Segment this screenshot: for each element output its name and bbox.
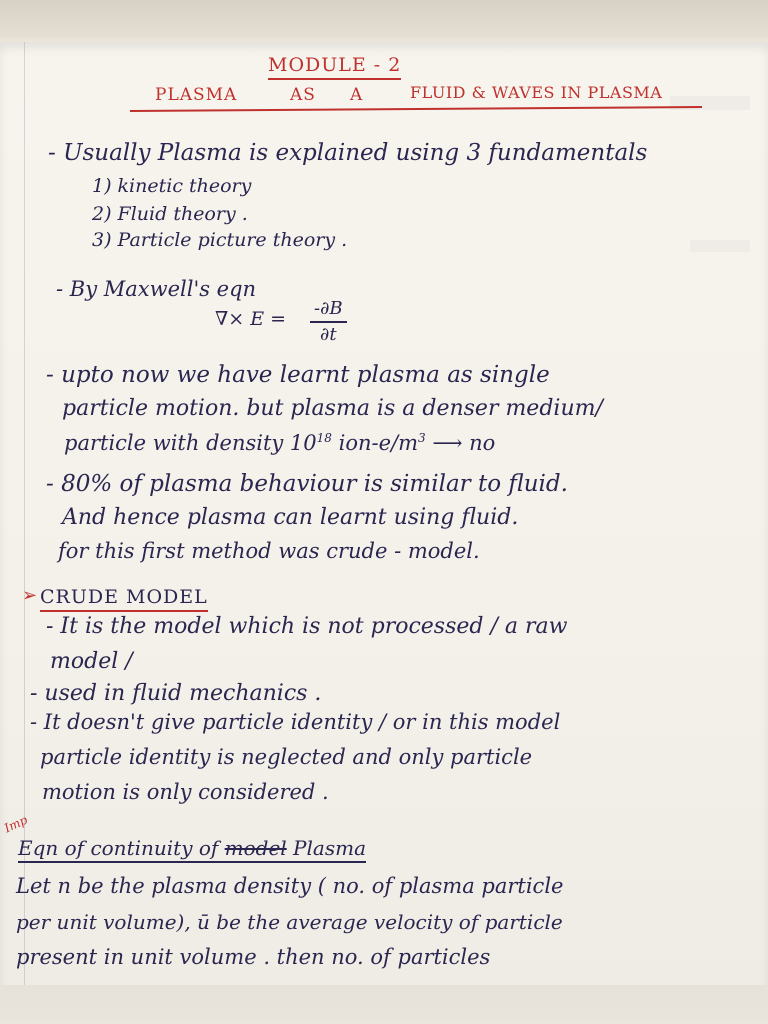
crude-b2: - used in fluid mechanics .: [30, 681, 322, 706]
title-word-a: A: [350, 85, 363, 105]
para2-line1: - 80% of plasma behaviour is similar to fluid.: [46, 471, 568, 497]
density-unit: ion-e/m: [331, 431, 419, 455]
continuity-line1: Let n be the plasma density ( no. of plasma particle: [16, 874, 564, 898]
density-exponent: 18: [316, 431, 332, 445]
intro-item-fluid: 2) Fluid theory .: [92, 203, 248, 225]
intro-item-particle: 3) Particle picture theory .: [92, 229, 348, 251]
bottom-shadow: [0, 985, 768, 1024]
continuity-heading: [18, 838, 366, 863]
intro-item-kinetic: 1) kinetic theory: [92, 175, 252, 197]
title-word-plasma: PLASMA: [155, 85, 238, 105]
para1-line1: - upto now we have learnt plasma as single: [46, 362, 550, 388]
intro-line: - Usually Plasma is explained using 3 fundamentals: [48, 140, 648, 166]
density-no: no: [462, 431, 496, 455]
crude-b3-line1: - It doesn't give particle identity / or in this model: [30, 710, 561, 734]
crude-heading-arrow: ➢: [22, 585, 38, 606]
density-text: particle with density 10: [64, 431, 317, 455]
continuity-line2: per unit volume), ū be the average velocity of particle: [16, 910, 563, 934]
crude-b3-line3: motion is only considered .: [42, 780, 329, 804]
module-title: MODULE - 2: [268, 56, 401, 80]
important-mark: Imp: [2, 812, 30, 836]
maxwell-denominator: ∂t: [320, 324, 337, 345]
top-shadow: [0, 0, 768, 44]
crude-b3-line2: particle identity is neglected and only particle: [40, 745, 533, 769]
para2-line2: And hence plasma can learnt using fluid.: [62, 505, 519, 530]
maxwell-lhs: ∇× E =: [215, 308, 287, 330]
continuity-heading-post: Plasma: [286, 836, 366, 860]
crude-heading: CRUDE MODEL: [40, 588, 208, 612]
crude-b1-line1: - It is the model which is not processed / a raw: [46, 614, 568, 639]
maxwell-line: - By Maxwell's eqn: [56, 277, 257, 301]
continuity-line3: present in unit volume . then no. of particles: [16, 945, 491, 969]
para2-line3: for this first method was crude - model.: [58, 539, 480, 563]
continuity-heading-pre: Eqn of continuity of: [18, 836, 225, 860]
crude-b1-line2: model /: [50, 649, 133, 674]
arrow-icon: ⟶: [432, 431, 463, 455]
bleed-through: [690, 240, 750, 252]
para1-line3: [64, 432, 495, 454]
maxwell-numerator: -∂B: [310, 300, 347, 323]
title-fluid-waves: FLUID & WAVES IN PLASMA: [410, 83, 663, 102]
maxwell-fraction: [310, 300, 347, 344]
continuity-heading-struck: model: [224, 836, 287, 860]
title-word-as: AS: [290, 85, 316, 105]
para1-line2: particle motion. but plasma is a denser medium/: [62, 396, 603, 421]
density-unit-exponent: 3: [418, 431, 426, 445]
